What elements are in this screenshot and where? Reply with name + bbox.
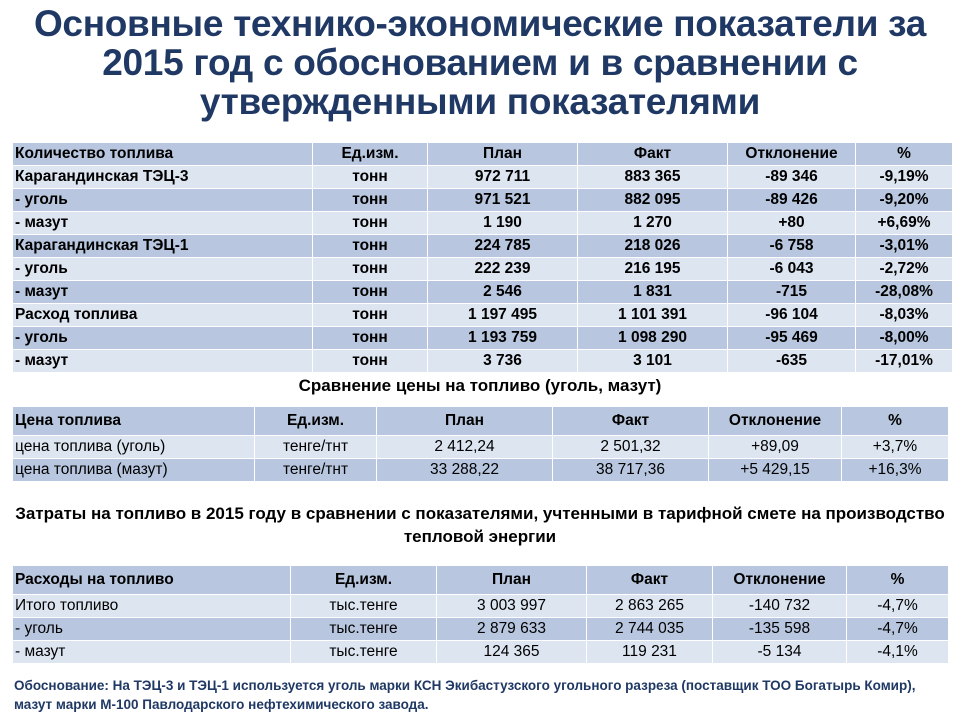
- header-unit: Ед.изм.: [313, 143, 428, 166]
- cell-deviation: -95 469: [728, 327, 856, 350]
- table-row: [13, 618, 949, 641]
- cell-fact: 2 744 035: [587, 618, 713, 641]
- cell-unit: тыс.тенге: [291, 618, 437, 641]
- table-header-row: [13, 407, 949, 436]
- cell-plan: 1 190: [428, 212, 578, 235]
- cell-deviation: -635: [728, 350, 856, 373]
- header-deviation: Отклонение: [713, 566, 847, 595]
- cost-section-title: Затраты на топливо в 2015 году в сравнении с показателями, учтенными в тарифной смете на производство тепловой энергии: [15, 504, 945, 546]
- cell-label: - уголь: [13, 258, 313, 281]
- header-fact: Факт: [578, 143, 728, 166]
- fuel-price-body: [13, 407, 949, 482]
- fuel-quantity-body: [13, 143, 953, 373]
- cell-fact: 218 026: [578, 235, 728, 258]
- cell-label: Карагандинская ТЭЦ-1: [13, 235, 313, 258]
- cell-deviation: -96 104: [728, 304, 856, 327]
- table-row: [13, 641, 949, 664]
- cell-deviation: -715: [728, 281, 856, 304]
- table-header-row: [13, 143, 953, 166]
- fuel-quantity-table: [12, 142, 953, 373]
- table-row: [13, 350, 953, 373]
- table-row: [13, 212, 953, 235]
- cell-percent: +16,3%: [842, 459, 949, 482]
- cell-fact: 38 717,36: [553, 459, 709, 482]
- cell-plan: 222 239: [428, 258, 578, 281]
- cell-deviation: -5 134: [713, 641, 847, 664]
- cell-unit: тонн: [313, 304, 428, 327]
- cell-fact: 883 365: [578, 166, 728, 189]
- cell-deviation: +80: [728, 212, 856, 235]
- cell-percent: -4,1%: [847, 641, 949, 664]
- cell-label: Карагандинская ТЭЦ-3: [13, 166, 313, 189]
- cell-percent: -9,19%: [856, 166, 953, 189]
- cell-fact: 2 501,32: [553, 436, 709, 459]
- cell-label: - мазут: [13, 212, 313, 235]
- cell-deviation: +5 429,15: [709, 459, 842, 482]
- header-unit: Ед.изм.: [291, 566, 437, 595]
- cell-plan: 124 365: [437, 641, 587, 664]
- table-row: [13, 436, 949, 459]
- cell-deviation: -135 598: [713, 618, 847, 641]
- cell-label: - уголь: [13, 327, 313, 350]
- cell-plan: 2 879 633: [437, 618, 587, 641]
- cell-plan: 1 197 495: [428, 304, 578, 327]
- cell-deviation: -6 758: [728, 235, 856, 258]
- cell-percent: -17,01%: [856, 350, 953, 373]
- cell-label: цена топлива (мазут): [13, 459, 255, 482]
- cell-plan: 33 288,22: [377, 459, 553, 482]
- header-plan: План: [437, 566, 587, 595]
- cell-fact: 3 101: [578, 350, 728, 373]
- cell-plan: 3 003 997: [437, 595, 587, 618]
- cell-percent: -3,01%: [856, 235, 953, 258]
- header-percent: %: [847, 566, 949, 595]
- cell-percent: -2,72%: [856, 258, 953, 281]
- cell-fact: 1 101 391: [578, 304, 728, 327]
- cell-fact: 2 863 265: [587, 595, 713, 618]
- table-row: [13, 281, 953, 304]
- cell-plan: 1 193 759: [428, 327, 578, 350]
- table-row: [13, 189, 953, 212]
- header-deviation: Отклонение: [709, 407, 842, 436]
- header-label: Количество топлива: [13, 143, 313, 166]
- cell-percent: -9,20%: [856, 189, 953, 212]
- cell-fact: 882 095: [578, 189, 728, 212]
- cell-percent: +3,7%: [842, 436, 949, 459]
- price-section-title: Сравнение цены на топливо (уголь, мазут): [298, 376, 662, 395]
- cell-plan: 2 412,24: [377, 436, 553, 459]
- cell-plan: 2 546: [428, 281, 578, 304]
- table-row: [13, 304, 953, 327]
- cell-label: - уголь: [13, 618, 291, 641]
- cell-label: - мазут: [13, 641, 291, 664]
- cell-label: - уголь: [13, 189, 313, 212]
- cell-unit: тыс.тенге: [291, 641, 437, 664]
- table-row: [13, 166, 953, 189]
- cell-percent: -8,03%: [856, 304, 953, 327]
- cell-unit: тонн: [313, 327, 428, 350]
- cell-plan: 971 521: [428, 189, 578, 212]
- fuel-costs-body: [13, 566, 949, 664]
- footnote: Обоснование: На ТЭЦ-3 и ТЭЦ-1 используется уголь марки КСН Экибастузского угольного разреза (поставщик ТОО Богатырь Комир), мазут марки М-100 Павлодарского нефтехимического завода.: [14, 678, 916, 712]
- cell-deviation: +89,09: [709, 436, 842, 459]
- header-fact: Факт: [553, 407, 709, 436]
- page-title: Основные технико-экономические показатели за 2015 год с обоснованием и в сравнении с утвержденными показателями: [33, 3, 927, 122]
- cell-label: цена топлива (уголь): [13, 436, 255, 459]
- cell-plan: 224 785: [428, 235, 578, 258]
- fuel-price-table: [12, 406, 949, 482]
- fuel-costs-table: [12, 565, 949, 664]
- cell-deviation: -89 426: [728, 189, 856, 212]
- header-label: Цена топлива: [13, 407, 255, 436]
- header-plan: План: [377, 407, 553, 436]
- cell-percent: -28,08%: [856, 281, 953, 304]
- cell-percent: -4,7%: [847, 595, 949, 618]
- cell-fact: 1 831: [578, 281, 728, 304]
- cell-unit: тенге/тнт: [255, 436, 377, 459]
- cell-fact: 216 195: [578, 258, 728, 281]
- cell-label: - мазут: [13, 281, 313, 304]
- cell-fact: 1 270: [578, 212, 728, 235]
- header-deviation: Отклонение: [728, 143, 856, 166]
- table-row: [13, 258, 953, 281]
- cell-plan: 3 736: [428, 350, 578, 373]
- cell-fact: 1 098 290: [578, 327, 728, 350]
- header-fact: Факт: [587, 566, 713, 595]
- cell-label: Расход топлива: [13, 304, 313, 327]
- table-row: [13, 459, 949, 482]
- table-header-row: [13, 566, 949, 595]
- table-row: [13, 595, 949, 618]
- table-row: [13, 327, 953, 350]
- cell-label: Итого топливо: [13, 595, 291, 618]
- cell-unit: тенге/тнт: [255, 459, 377, 482]
- header-unit: Ед.изм.: [255, 407, 377, 436]
- cell-plan: 972 711: [428, 166, 578, 189]
- cell-unit: тонн: [313, 350, 428, 373]
- header-label: Расходы на топливо: [13, 566, 291, 595]
- cell-unit: тыс.тенге: [291, 595, 437, 618]
- cell-unit: тонн: [313, 258, 428, 281]
- cell-deviation: -6 043: [728, 258, 856, 281]
- cell-deviation: -89 346: [728, 166, 856, 189]
- cell-fact: 119 231: [587, 641, 713, 664]
- header-percent: %: [856, 143, 953, 166]
- cell-deviation: -140 732: [713, 595, 847, 618]
- header-plan: План: [428, 143, 578, 166]
- table-row: [13, 235, 953, 258]
- cell-percent: -8,00%: [856, 327, 953, 350]
- cell-unit: тонн: [313, 212, 428, 235]
- cell-unit: тонн: [313, 189, 428, 212]
- cell-percent: -4,7%: [847, 618, 949, 641]
- cell-unit: тонн: [313, 166, 428, 189]
- header-percent: %: [842, 407, 949, 436]
- cell-label: - мазут: [13, 350, 313, 373]
- cell-unit: тонн: [313, 235, 428, 258]
- cell-unit: тонн: [313, 281, 428, 304]
- cell-percent: +6,69%: [856, 212, 953, 235]
